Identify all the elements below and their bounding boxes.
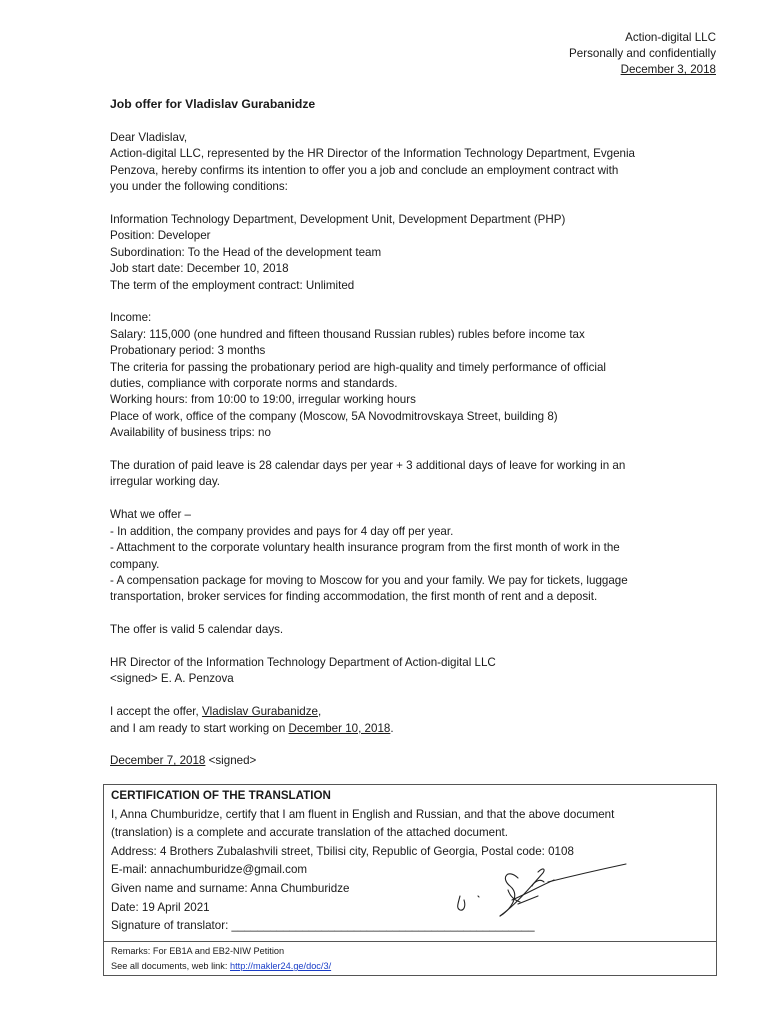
acceptance-comma: , [317, 705, 322, 719]
signatory-paragraph [110, 655, 710, 688]
certification-heading: CERTIFICATION OF THE TRANSLATION [111, 789, 331, 802]
condition-line: Subordination: To the Head of the development team [110, 245, 382, 259]
income-line: Salary: 115,000 (one hundred and fifteen thousand Russian rubles) rubles before income tax [110, 327, 585, 341]
acceptance-start-date: December 10, 2018 [288, 721, 391, 735]
income-line: Place of work, office of the company (Moscow, 5A Novodmitrovskaya Street, building 8) [110, 409, 558, 423]
signed-suffix: <signed> [205, 754, 257, 768]
signed-date-line [110, 753, 710, 769]
company-name: Action-digital LLC [625, 31, 716, 44]
certification-line: Signature of translator: _______________________________________________ [111, 919, 535, 933]
link-prefix: See all documents, web link: [111, 961, 230, 971]
signed-date: December 7, 2018 [110, 754, 206, 768]
validity-line: The offer is valid 5 calendar days. [110, 623, 284, 637]
certification-line: Date: 19 April 2021 [111, 900, 210, 914]
letter-body [110, 130, 710, 786]
income-line: Probationary period: 3 months [110, 344, 266, 358]
income-paragraph [110, 310, 710, 441]
offer-line: transportation, broker services for finding accommodation, the first month of rent and a deposit. [110, 590, 598, 604]
intro-line: Penzova, hereby confirms its intention to offer you a job and conclude an employment contract with [110, 163, 619, 177]
condition-line: Information Technology Department, Development Unit, Development Department (PHP) [110, 213, 566, 227]
signed-date-paragraph [110, 753, 710, 769]
signatory-signed: <signed> E. A. Penzova [110, 672, 234, 686]
acceptance-period: . [390, 721, 394, 735]
acceptance-paragraph [110, 704, 710, 737]
remarks: Remarks: For EB1A and EB2-NIW Petition [111, 946, 285, 956]
intro-line: you under the following conditions: [110, 180, 288, 194]
intro-paragraph [110, 130, 710, 196]
acceptance-line2-prefix: and I am ready to start working on [110, 721, 289, 735]
offer-paragraph [110, 507, 710, 605]
income-line: Availability of business trips: no [110, 426, 271, 440]
certification-footer [104, 941, 716, 975]
offer-line: - Attachment to the corporate voluntary health insurance program from the first month of work in the [110, 541, 620, 555]
acceptance-line-1 [110, 704, 710, 720]
certification-line: Address: 4 Brothers Zubalashvili street, Tbilisi city, Republic of Georgia, Postal code: 0108 [111, 844, 574, 858]
signatory-role: HR Director of the Information Technology Department of Action-digital LLC [110, 655, 496, 669]
income-line: The criteria for passing the probationary period are high-quality and timely performance of official [110, 360, 607, 374]
leave-paragraph [110, 458, 710, 491]
income-line: duties, compliance with corporate norms and standards. [110, 377, 398, 391]
letter-date: December 3, 2018 [620, 63, 716, 76]
letter-header [569, 30, 716, 78]
condition-line: Position: Developer [110, 229, 211, 243]
acceptance-name: Vladislav Gurabanidze [201, 705, 318, 719]
letter-title: Job offer for Vladislav Gurabanidze [110, 97, 316, 111]
acceptance-prefix: I accept the offer, [110, 705, 202, 719]
documents-link-line [111, 959, 710, 974]
certification-line: Given name and surname: Anna Chumburidze [111, 881, 350, 895]
leave-line: The duration of paid leave is 28 calendar days per year + 3 additional days of leave for working in an [110, 459, 626, 473]
conditions-paragraph [110, 212, 710, 294]
offer-line: - In addition, the company provides and pays for 4 day off per year. [110, 524, 454, 538]
certification-line: E-mail: annachumburidze@gmail.com [111, 863, 308, 877]
offer-line: - A compensation package for moving to Moscow for you and your family. We pay for tickets, luggage [110, 573, 628, 587]
condition-line: The term of the employment contract: Unlimited [110, 278, 355, 292]
offer-line: What we offer – [110, 508, 191, 522]
validity-paragraph [110, 622, 710, 638]
certification-line: I, Anna Chumburidze, certify that I am fluent in English and Russian, and that the above document [111, 807, 615, 821]
leave-line: irregular working day. [110, 475, 220, 489]
greeting: Dear Vladislav, [110, 131, 188, 144]
offer-line: company. [110, 557, 160, 571]
income-line: Income: [110, 311, 152, 325]
condition-line: Job start date: December 10, 2018 [110, 262, 289, 276]
income-line: Working hours: from 10:00 to 19:00, irregular working hours [110, 393, 416, 407]
certification-line: (translation) is a complete and accurate translation of the attached document. [111, 826, 508, 840]
intro-line: Action-digital LLC, represented by the HR Director of the Information Technology Department, Evgenia [110, 147, 636, 161]
acceptance-line-2 [110, 721, 710, 737]
translator-signature-icon [448, 856, 628, 926]
confidential-note: Personally and confidentially [569, 47, 716, 60]
documents-link[interactable]: http://makler24.ge/doc/3/ [230, 961, 332, 971]
